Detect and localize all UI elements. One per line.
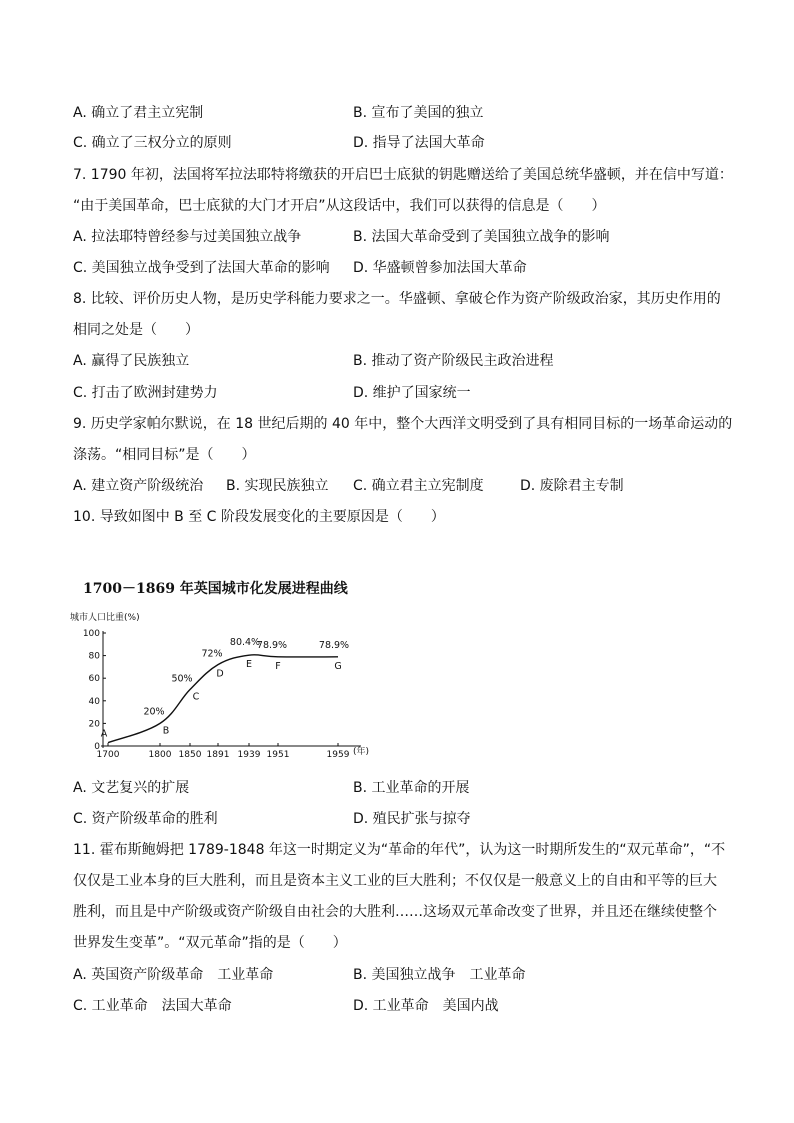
point-label-c: C — [192, 691, 200, 703]
q6-option-a[interactable]: A. 确立了君主立宪制 — [73, 105, 204, 121]
x-tick-label: 1959 — [326, 750, 350, 760]
x-tick-label: 1800 — [148, 750, 172, 760]
point-value-label: 78.9% — [256, 639, 288, 651]
q11-option-d[interactable]: D. 工业革命 美国内战 — [353, 998, 499, 1014]
q10-option-a[interactable]: A. 文艺复兴的扩展 — [73, 780, 190, 796]
point-label-b: B — [162, 725, 170, 737]
y-tick-label: 100 — [82, 629, 100, 639]
q7-option-b[interactable]: B. 法国大革命受到了美国独立战争的影响 — [353, 229, 610, 245]
y-tick-label: 40 — [88, 696, 100, 707]
q9-option-d[interactable]: D. 废除君主专制 — [520, 478, 624, 494]
x-tick-label: 1850 — [178, 750, 202, 760]
q9-option-b[interactable]: B. 实现民族独立 — [226, 478, 329, 494]
q9-option-c[interactable]: C. 确立君主立宪制度 — [353, 478, 484, 494]
x-tick-label: 1891 — [206, 750, 230, 760]
point-value-label: 20% — [143, 706, 165, 718]
point-label-f: F — [275, 660, 281, 672]
q6-option-c[interactable]: C. 确立了三权分立的原则 — [73, 135, 232, 151]
q9-stem-line-1: 9. 历史学家帕尔默说，在 18 世纪后期的 40 年中，整个大西洋文明受到了具有相同目标的一场革命运动的 — [73, 416, 733, 432]
q6-option-b[interactable]: B. 宣布了美国的独立 — [353, 105, 484, 121]
q9-option-a[interactable]: A. 建立资产阶级统治 — [73, 478, 204, 494]
q8-option-a[interactable]: A. 赢得了民族独立 — [73, 353, 190, 369]
y-tick-label: 0 — [94, 742, 100, 752]
q11-stem-line-4: 世界发生变革”。“双元革命”指的是（ ） — [73, 935, 347, 951]
urbanization-chart — [66, 570, 396, 765]
point-value-label: 78.9% — [318, 639, 350, 651]
q11-option-c[interactable]: C. 工业革命 法国大革命 — [73, 998, 232, 1014]
point-label-a: A — [100, 728, 108, 740]
point-label-d: D — [216, 668, 224, 680]
q11-option-a[interactable]: A. 英国资产阶级革命 工业革命 — [73, 967, 274, 983]
y-tick-label: 20 — [88, 719, 100, 730]
q7-option-d[interactable]: D. 华盛顿曾参加法国大革命 — [353, 260, 527, 276]
q10-option-b[interactable]: B. 工业革命的开展 — [353, 780, 470, 796]
urbanization-chart-svg — [66, 570, 396, 765]
q8-option-d[interactable]: D. 维护了国家统一 — [353, 385, 471, 401]
point-value-label: 72% — [201, 648, 223, 660]
q7-stem-line-1: 7. 1790 年初，法国将军拉法耶特将缴获的开启巴士底狱的钥匙赠送给了美国总统华盛顿，并在信中写道： — [73, 167, 733, 183]
q8-option-c[interactable]: C. 打击了欧洲封建势力 — [73, 385, 218, 401]
q8-stem-line-1: 8. 比较、评价历史人物，是历史学科能力要求之一。华盛顿、拿破仑作为资产阶级政治家，其历史作用的 — [73, 291, 721, 307]
q7-option-c[interactable]: C. 美国独立战争受到了法国大革命的影响 — [73, 260, 330, 276]
q11-stem-line-2: 仅仅是工业本身的巨大胜利，而且是资本主义工业的巨大胜利；不仅仅是一般意义上的自由和平等的巨大 — [73, 873, 717, 889]
point-label-e: E — [245, 659, 253, 671]
q6-option-d[interactable]: D. 指导了法国大革命 — [353, 135, 485, 151]
y-tick-label: 60 — [88, 674, 100, 685]
q10-option-d[interactable]: D. 殖民扩张与掠夺 — [353, 811, 471, 827]
y-tick-label: 80 — [88, 651, 100, 662]
q11-stem-line-3: 胜利，而且是中产阶级或资产阶级自由社会的大胜利……这场双元革命改变了世界，并且还在继续使整个 — [73, 904, 717, 920]
x-tick-label: 1700 — [96, 750, 120, 760]
q10-option-c[interactable]: C. 资产阶级革命的胜利 — [73, 811, 218, 827]
q9-stem-line-2: 涤荡。“相同目标”是（ ） — [73, 447, 256, 463]
chart-ylabel: 城市人口比重(%) — [70, 613, 140, 623]
x-tick-label: 1939 — [237, 750, 261, 760]
q7-stem-line-2: “由于美国革命，巴士底狱的大门才开启”从这段话中，我们可以获得的信息是（ ） — [73, 198, 606, 214]
q7-option-a[interactable]: A. 拉法耶特曾经参与过美国独立战争 — [73, 229, 302, 245]
point-value-label: 50% — [171, 673, 193, 685]
chart-x-unit: (年) — [353, 747, 370, 757]
chart-title: 1700－1869 年英国城市化发展进程曲线 — [83, 581, 348, 597]
point-value-label: 80.4% — [229, 637, 261, 649]
q10-stem: 10. 导致如图中 B 至 C 阶段发展变化的主要原因是（ ） — [73, 509, 445, 525]
x-tick-label: 1951 — [266, 750, 290, 760]
q8-stem-line-2: 相同之处是（ ） — [73, 322, 199, 338]
point-label-g: G — [334, 660, 342, 672]
chart-marks-layer — [101, 637, 349, 739]
q11-option-b[interactable]: B. 美国独立战争 工业革命 — [353, 967, 526, 983]
q8-option-b[interactable]: B. 推动了资产阶级民主政治进程 — [353, 353, 554, 369]
q11-stem-line-1: 11. 霍布斯鲍姆把 1789-1848 年这一时期定义为“革命的年代”，认为这一时期所发生的“双元革命”，“不 — [73, 842, 726, 858]
